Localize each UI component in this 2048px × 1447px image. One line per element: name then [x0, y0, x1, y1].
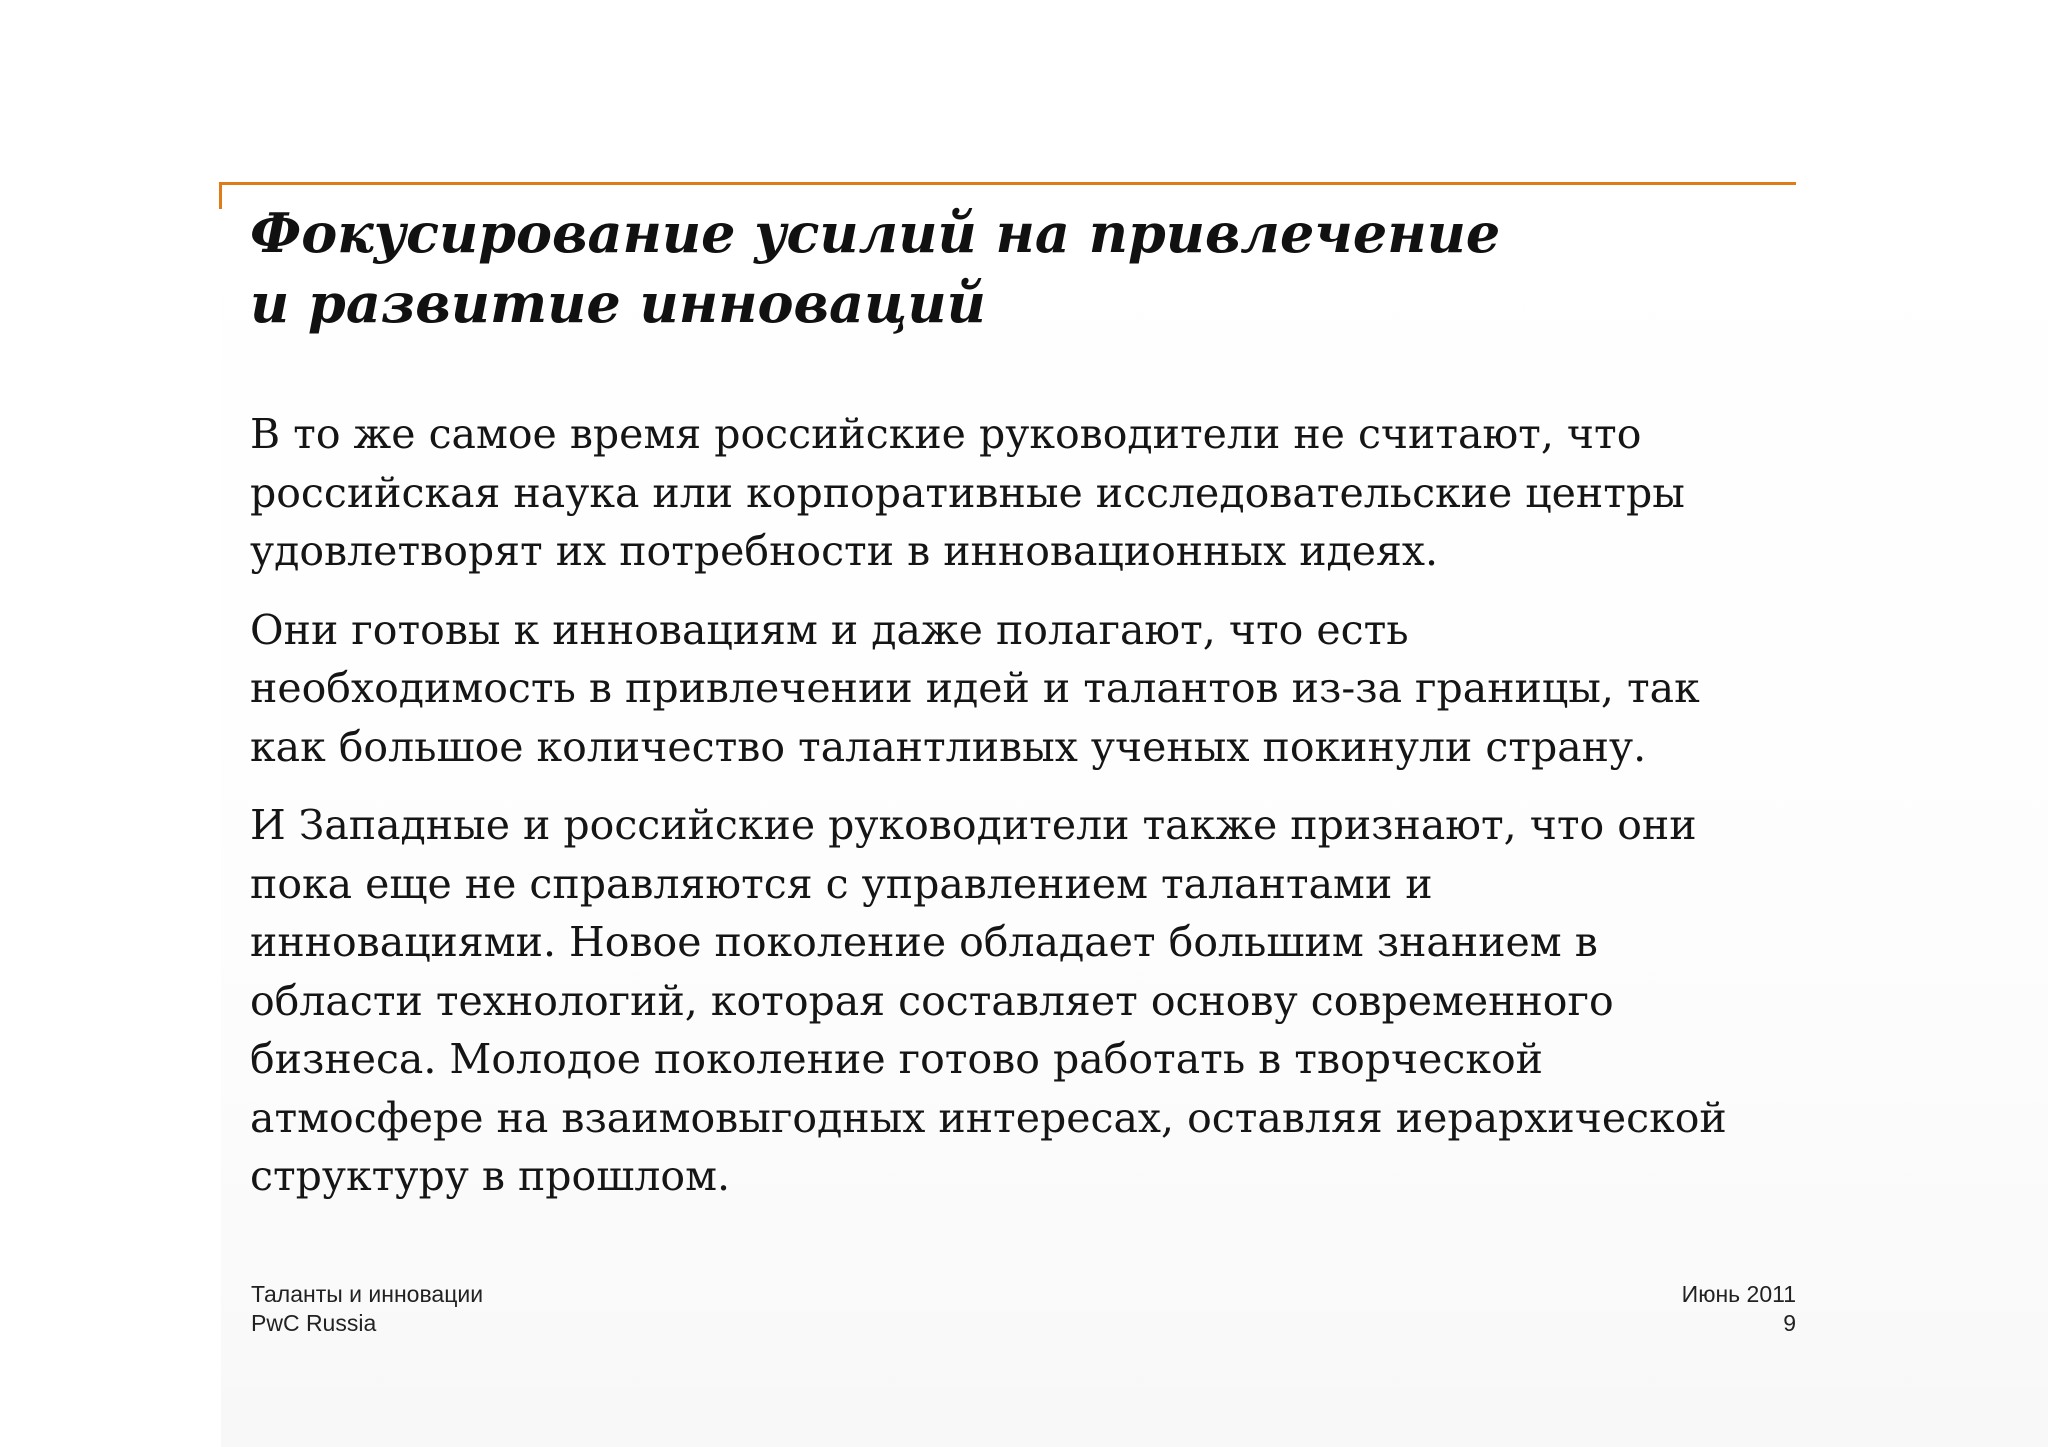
paragraph-1 — [250, 405, 1810, 581]
title-rule-tick — [219, 182, 222, 209]
footer-left — [251, 1280, 483, 1338]
slide-title-line-2: и развитие инноваций — [250, 271, 986, 335]
paragraph-line: инновациями. Новое поколение обладает большим знанием в — [250, 918, 1598, 966]
paragraph-3 — [250, 796, 1810, 1206]
paragraph-line: удовлетворят их потребности в инновационных идеях. — [250, 527, 1439, 575]
paragraph-line: необходимость в привлечении идей и талантов из-за границы, так — [250, 664, 1700, 712]
footer-right — [1682, 1280, 1796, 1338]
paragraph-line: Они готовы к инновациям и даже полагают, что есть — [250, 605, 1409, 654]
slide-title — [250, 198, 1750, 338]
paragraph-line: атмосфере на взаимовыгодных интересах, оставляя иерархической — [250, 1093, 1727, 1142]
paragraph-line: структуру в прошлом. — [250, 1152, 730, 1200]
paragraph-line: И Западные и российские руководители также признают, что они — [250, 801, 1697, 849]
page-number: 9 — [1783, 1310, 1796, 1336]
paragraph-line: бизнеса. Молодое поколение готово работать в творческой — [250, 1035, 1543, 1083]
paragraph-line: как большое количество талантливых ученых покинули страну. — [250, 722, 1647, 771]
paragraph-line: российская наука или корпоративные исследовательские центры — [250, 468, 1685, 517]
paragraph-line: пока еще не справляются с управлением талантами и — [250, 859, 1433, 908]
paragraph-line: области технологий, которая составляет основу современного — [250, 976, 1614, 1025]
slide-body — [250, 405, 1810, 1226]
slide-title-line-1: Фокусирование усилий на привлечение — [250, 201, 1501, 265]
footer-date: Июнь 2011 — [1681, 1281, 1796, 1307]
footer-title: Таланты и инновации — [251, 1281, 484, 1307]
paragraph-2 — [250, 601, 1810, 777]
footer-company: PwC Russia — [251, 1310, 377, 1336]
paragraph-line: В то же самое время российские руководители не считают, что — [250, 410, 1642, 458]
title-rule — [219, 182, 1796, 185]
